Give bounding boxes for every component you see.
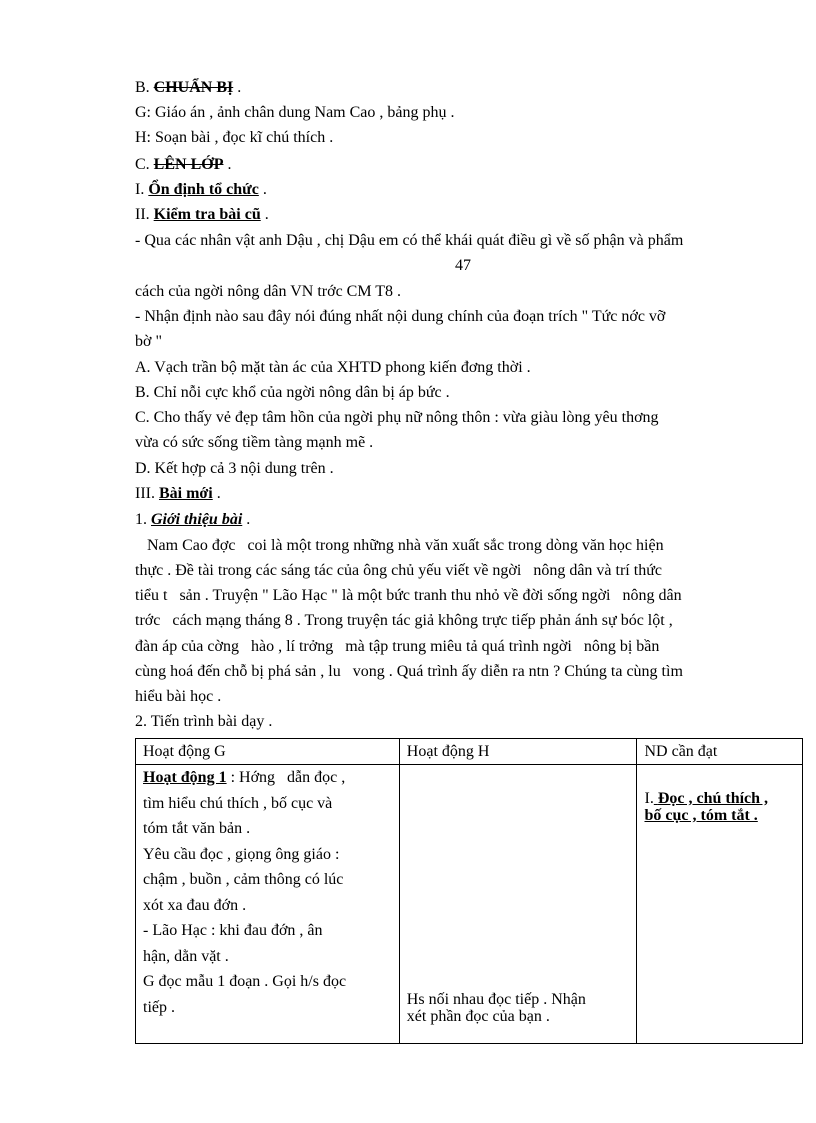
section-ii-heading: II. Kiểm tra bài cũ .: [135, 206, 269, 223]
teacher-activity-line: tiếp .: [143, 998, 175, 1016]
intro-line: hiểu bài học .: [135, 688, 222, 705]
subsection-1-heading: 1. Giới thiệu bài .: [135, 511, 251, 528]
table-row: [136, 765, 803, 1044]
activity-1-title: Hoạt động 1: [143, 769, 227, 786]
option-c-line-2: vừa có sức sống tiềm tàng mạnh mẽ .: [135, 434, 374, 451]
header-content: ND cần đạt: [637, 739, 803, 765]
teacher-activity-line: hận, dằn vặt .: [143, 947, 229, 965]
header-teacher-activity: Hoạt động G: [136, 739, 400, 765]
teacher-activity-line: G đọc mẫu 1 đoạn . Gọi h/s đọc: [143, 973, 347, 990]
teacher-activity-line: Yêu cầu đọc , giọng ông giáo :: [143, 845, 340, 863]
subsection-2-heading: 2. Tiến trình bài dạy .: [135, 713, 273, 730]
intro-line: đàn áp của cờng hào , lí trởng mà tập trung miêu tả quá trình ngời nông bị bần: [135, 638, 660, 655]
intro-line: cùng hoá đến chỗ bị phá sản , lu vong . Quá trình ấy diễn ra ntn ? Chúng ta cùng tìm: [135, 663, 683, 680]
teacher-activity-line: chậm , buồn , cảm thông có lúc: [143, 871, 344, 888]
section-ii-title: Kiểm tra bài cũ: [153, 206, 261, 223]
intro-line: tiểu t sản . Truyện " Lão Hạc " là một bức tranh thu nhỏ về đời sống ngời nông dân: [135, 587, 682, 604]
prep-student-line: H: Soạn bài , đọc kĩ chú thích .: [135, 129, 334, 146]
intro-line: trớc cách mạng tháng 8 . Trong truyện tác giả không trực tiếp phản ánh sự bóc lột ,: [135, 612, 673, 629]
question-1-line-1: - Qua các nhân vật anh Dậu , chị Dậu em có thể khái quát điều gì về số phận và phẩm: [135, 232, 684, 249]
lesson-table: [135, 738, 803, 1044]
teacher-activity-line: xót xa đau đớn .: [143, 896, 247, 914]
prep-teacher-line: G: Giáo án , ảnh chân dung Nam Cao , bảng phụ .: [135, 104, 455, 121]
teacher-activity-line: tóm tắt văn bản .: [143, 820, 251, 837]
section-i-title: Ổn định tổ chức: [148, 181, 259, 198]
section-iii-heading: III. Bài mới .: [135, 485, 221, 502]
section-c-heading: C. LÊN LỚP .: [135, 156, 232, 173]
content-heading-line: bố cục , tóm tắt .: [644, 807, 758, 824]
question-1-line-2: cách của ngời nông dân VN trớc CM T8 .: [135, 283, 402, 300]
student-activity-line: Hs nối nhau đọc tiếp . Nhận: [406, 991, 586, 1008]
student-activity-cell: [399, 765, 637, 1044]
teacher-activity-line: - Lão Hạc : khi đau đớn , ân: [143, 922, 323, 939]
student-activity-line: xét phần đọc của bạn .: [406, 1008, 550, 1025]
option-b: B. Chỉ nỗi cực khổ của ngời nông dân bị áp bức .: [135, 384, 450, 401]
section-b-title: CHUẨN BỊ: [153, 79, 234, 96]
section-i-heading: I. Ổn định tổ chức .: [135, 181, 267, 198]
table-header-row: [136, 739, 803, 765]
teacher-activity-line: tìm hiểu chú thích , bố cục và: [143, 794, 333, 812]
teacher-activity-cell: Hoạt động 1 : Hớng dẫn đọc , tìm hiểu chú thích , bố cục và tóm tắt văn bản . Yêu cầu đọc , giọng ông giáo : chậm , buồn , cảm thông có lúc xót xa đau đớn . - Lão Hạc : khi đau đớn , ân hận, dằn vặt . G đọc mẫu 1 đoạn . Gọi h/s đọc tiếp .: [136, 765, 400, 1044]
section-b-heading: B. CHUẨN BỊ .: [135, 79, 242, 96]
content-heading-line: Đọc , chú thích ,: [657, 790, 769, 807]
option-a: A. Vạch trần bộ mặt tàn ác của XHTD phong kiến đơng thời .: [135, 359, 531, 376]
header-student-activity: Hoạt động H: [399, 739, 637, 765]
intro-line: thực . Đề tài trong các sáng tác của ông chủ yếu viết về ngời nông dân và trí thức: [135, 562, 662, 579]
page-number: 47: [455, 257, 471, 274]
subsection-1-title: Giới thiệu bài: [151, 511, 243, 528]
section-iii-title: Bài mới: [158, 485, 213, 502]
content-cell: I. Đọc , chú thích , bố cục , tóm tắt .: [637, 765, 803, 1044]
intro-line: Nam Cao đợc coi là một trong những nhà văn xuất sắc trong dòng văn học hiện: [135, 537, 664, 554]
option-d: D. Kết hợp cả 3 nội dung trên .: [135, 460, 334, 477]
option-c-line-1: C. Cho thấy vẻ đẹp tâm hồn của ngời phụ nữ nông thôn : vừa giàu lòng yêu thơng: [135, 409, 659, 426]
section-c-title: LÊN LỚP: [153, 156, 224, 173]
question-2-line-1: - Nhận định nào sau đây nói đúng nhất nội dung chính của đoạn trích " Tức nớc vỡ: [135, 308, 666, 325]
question-2-line-2: bờ ": [135, 333, 162, 350]
